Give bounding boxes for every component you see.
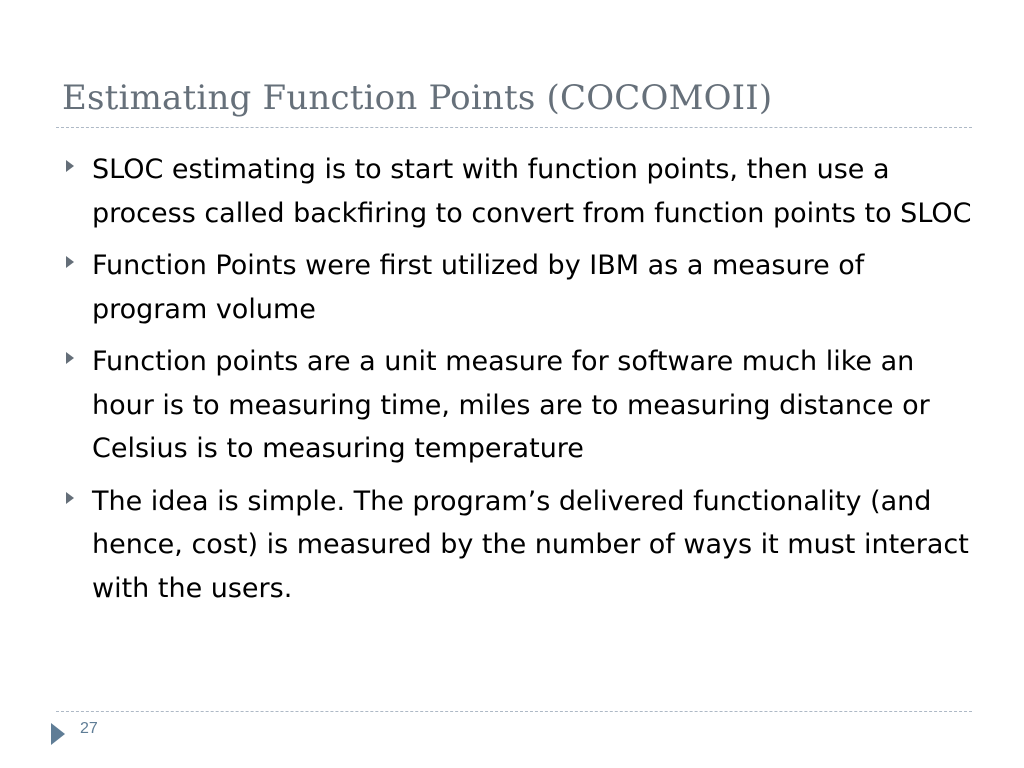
bullet-text: SLOC estimating is to start with function points, then use a process called backfiring to convert from function points to SLOC xyxy=(92,154,972,229)
footer-triangle-icon xyxy=(51,723,65,745)
bullet-item xyxy=(62,480,972,611)
bullet-item xyxy=(62,148,972,235)
bullet-text: Function Points were first utilized by IBM as a measure of program volume xyxy=(92,250,865,325)
triangle-right-icon xyxy=(66,492,74,504)
triangle-right-icon xyxy=(66,352,74,364)
slide-title: Estimating Function Points (COCOMOII) xyxy=(62,78,773,118)
footer-divider xyxy=(56,711,972,712)
triangle-right-icon xyxy=(66,256,74,268)
bullet-item xyxy=(62,340,972,471)
page-number: 27 xyxy=(80,720,98,737)
bullet-item xyxy=(62,244,972,331)
title-divider xyxy=(56,127,972,128)
bullet-text: The idea is simple. The program’s delivered functionality (and hence, cost) is measured by the number of ways it must interact with the users. xyxy=(92,485,969,604)
bullet-text: Function points are a unit measure for software much like an hour is to measuring time, miles are to measuring distance or Celsius is to measuring temperature xyxy=(92,346,930,464)
triangle-right-icon xyxy=(66,160,74,172)
bullet-list xyxy=(62,148,972,619)
